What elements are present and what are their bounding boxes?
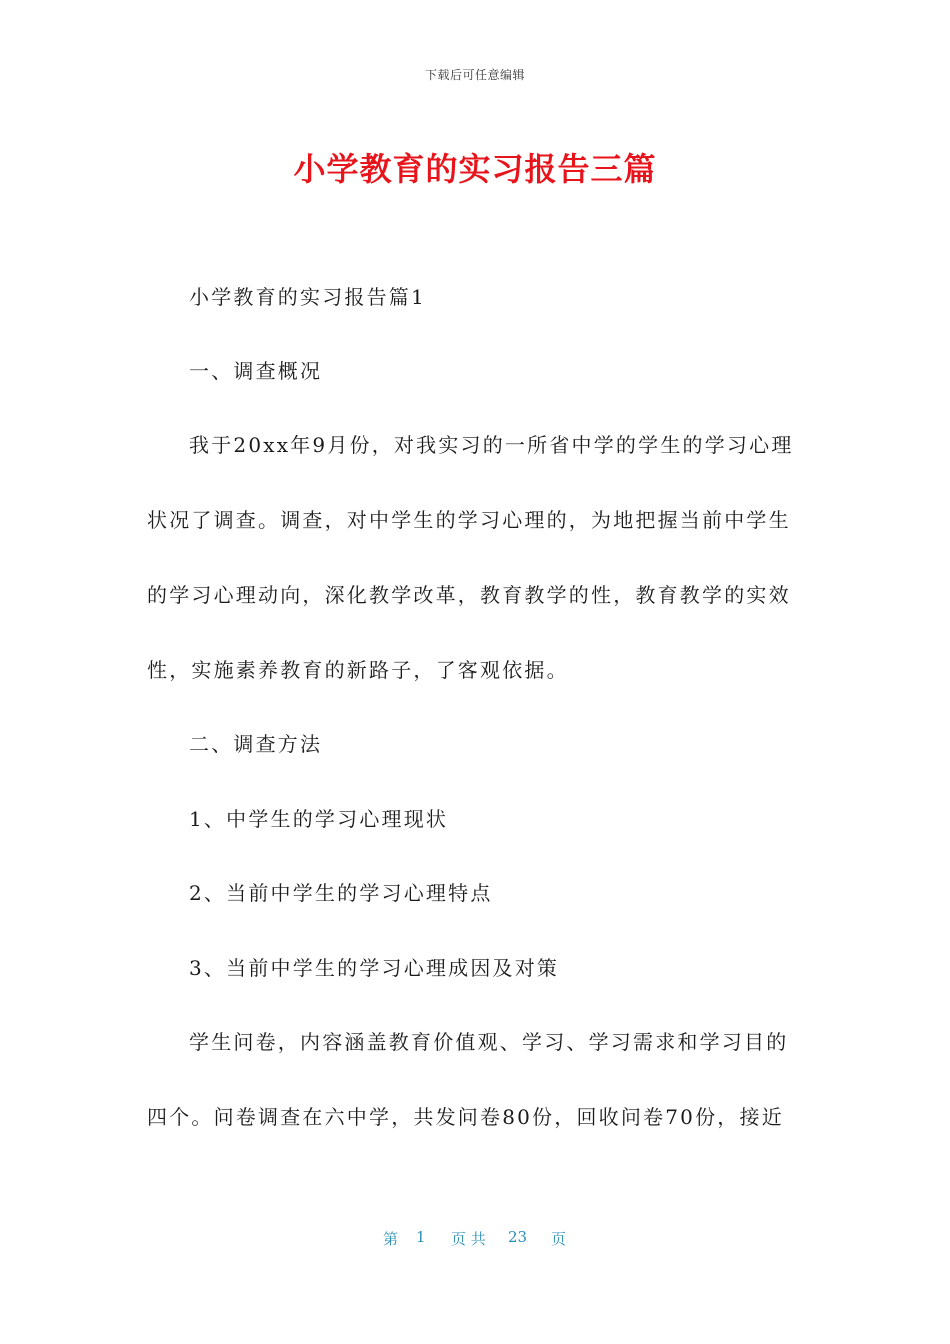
list-item: 3、当前中学生的学习心理成因及对策	[189, 956, 560, 980]
paragraph-line: 学生问卷，内容涵盖教育价值观、学习、学习需求和学习目的	[189, 1030, 789, 1054]
subsection-heading: 一、调查概况	[189, 359, 323, 383]
document-title: 小学教育的实习报告三篇	[293, 150, 657, 188]
paragraph-line: 四个。问卷调查在六中学，共发问卷80份，回收问卷70份，接近	[147, 1105, 784, 1129]
footer-label-ye: 页	[551, 1230, 567, 1248]
paragraph-line: 状况了调查。调查，对中学生的学习心理的，为地把握当前中学生	[147, 508, 791, 532]
footer-label-di: 第	[383, 1230, 399, 1248]
footer-total-pages: 23	[508, 1228, 528, 1246]
header-note: 下载后可任意编辑	[424, 68, 525, 82]
paragraph-line: 性，实施素养教育的新路子，了客观依据。	[147, 658, 569, 682]
paragraph-line: 的学习心理动向，深化教学改革，教育教学的性，教育教学的实效	[147, 583, 791, 607]
subsection-heading: 二、调查方法	[189, 732, 323, 756]
footer-page-number: 1	[416, 1228, 426, 1246]
list-item: 2、当前中学生的学习心理特点	[189, 881, 493, 905]
footer-label-ye-gong: 页 共	[451, 1230, 486, 1248]
section-heading: 小学教育的实习报告篇1	[189, 285, 426, 309]
list-item: 1、中学生的学习心理现状	[189, 807, 449, 831]
paragraph-line: 我于20xx年9月份，对我实习的一所省中学的学生的学习心理	[189, 433, 794, 457]
